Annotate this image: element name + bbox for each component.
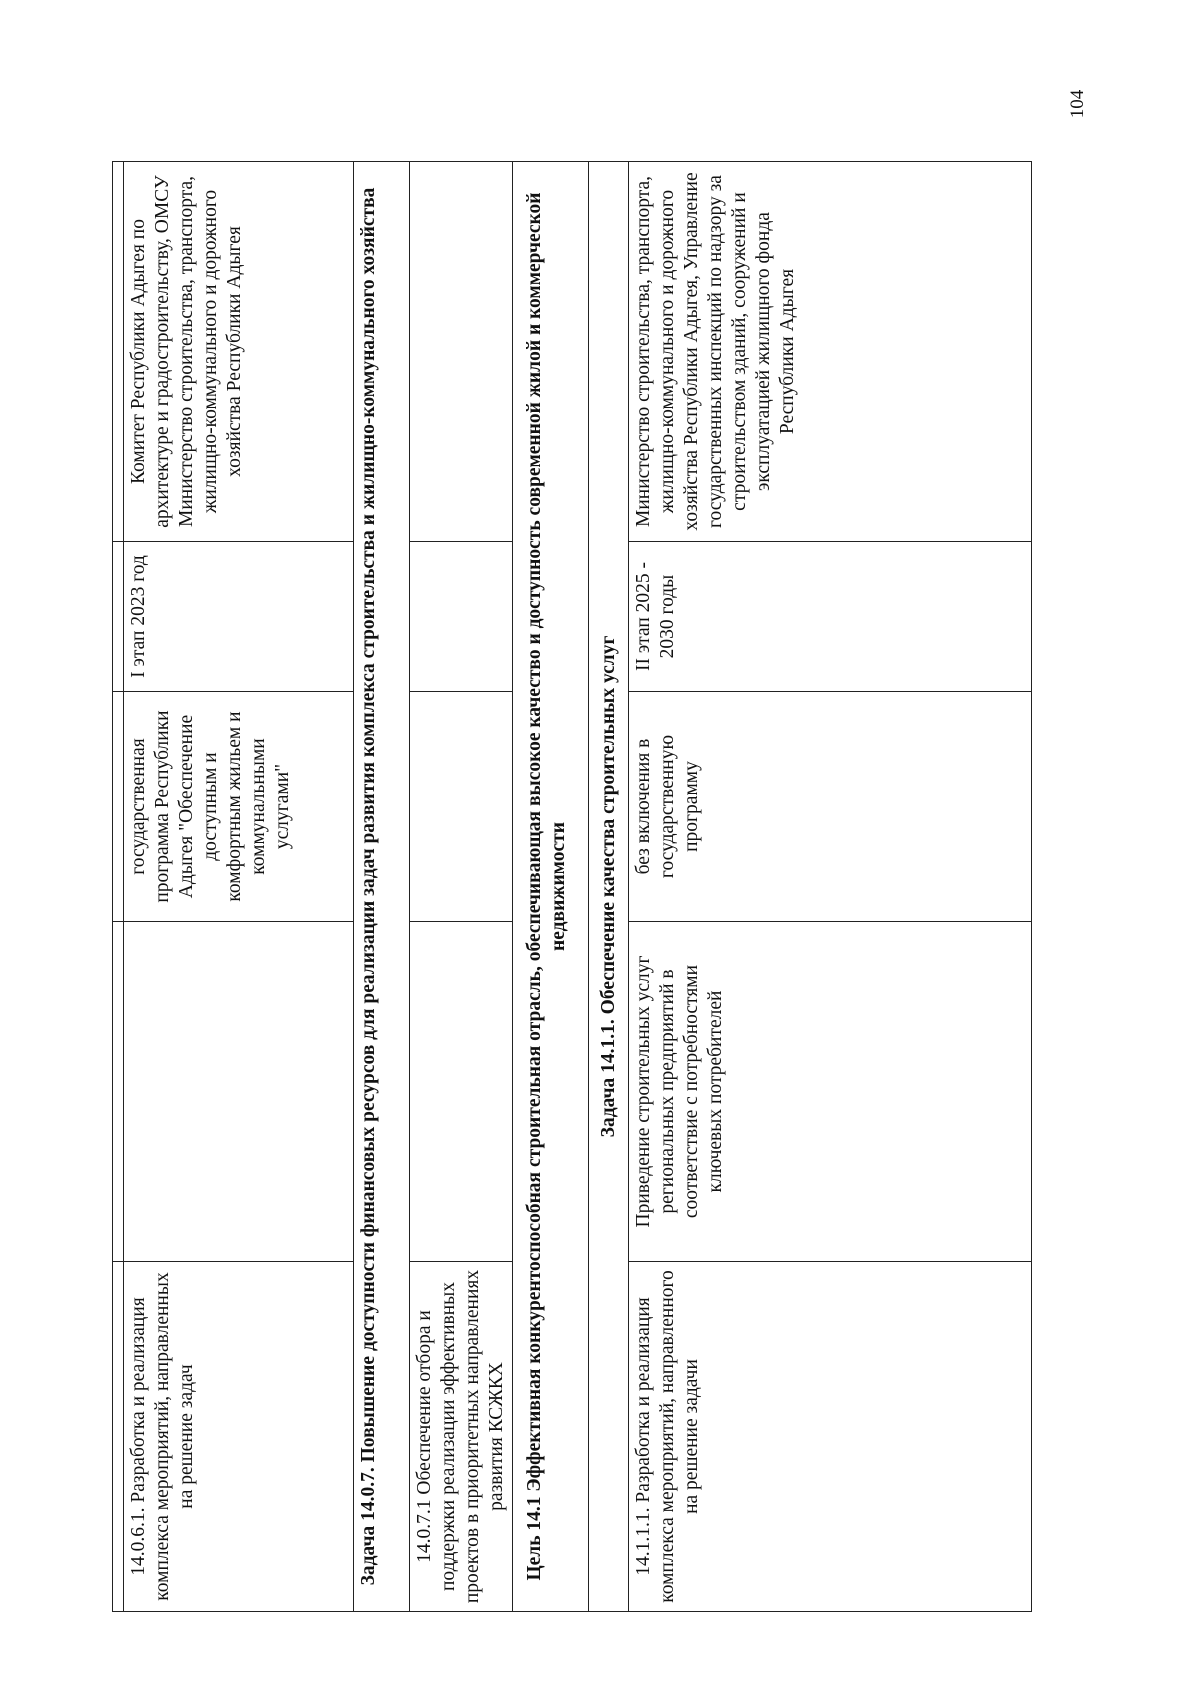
- table-cell: [410, 692, 513, 922]
- task-header-row: [354, 162, 410, 1612]
- program-cell: без включения в государственную программу: [629, 692, 1032, 922]
- measure-name-cell: 14.1.1.1. Разработка и реализация комплекса мероприятий, направленного на решение задачи: [629, 1262, 1032, 1612]
- table-cell: [410, 162, 513, 542]
- responsible-cell: Министерство строительства, транспорта, жилищно-коммунального и дорожного хозяйства Республики Адыгея, Управление государственных инспекций по надзору за строительством зданий, сооружений и эксплуатацией жилищного фонда Республики Адыгея: [629, 162, 1032, 542]
- table-cell: [410, 922, 513, 1262]
- stage-cell: II этап 2025 - 2030 годы: [629, 542, 1032, 692]
- table-cell: [113, 542, 124, 692]
- program-cell: государственная программа Республики Адыгея "Обеспечение доступным и комфортным жильем и коммунальными услугами": [124, 692, 354, 922]
- stage-cell: I этап 2023 год: [124, 542, 354, 692]
- goal-header: Цель 14.1 Эффективная конкурентоспособная строительная отрасль, обеспечивающая высокое качество и доступность современной жилой и коммерческой недвижимости: [513, 162, 589, 1612]
- table-cell: [113, 692, 124, 922]
- table-row: [124, 162, 354, 1612]
- table-row: [410, 162, 513, 1612]
- measure-name-cell: 14.0.6.1. Разработка и реализация комплекса мероприятий, направленных на решение задач: [124, 1262, 354, 1612]
- measure-name-cell: 14.0.7.1 Обеспечение отбора и поддержки реализации эффективных проектов в приоритетных направлениях развития КСЖКХ: [410, 1262, 513, 1612]
- measure-description-cell: Приведение строительных услуг региональных предприятий в соответствие с потребностями ключевых потребителей: [629, 922, 1032, 1262]
- responsible-cell: Комитет Республики Адыгея по архитектуре и градостроительству, ОМСУ Министерство строительства, транспорта, жилищно-коммунального и дорожного хозяйства Республики Адыгея: [124, 162, 354, 542]
- program-table: [112, 161, 1032, 1612]
- table-cell: [113, 922, 124, 1262]
- rotated-table-container: [112, 162, 1032, 1612]
- page-number: 104: [1067, 89, 1088, 119]
- goal-header-row: [513, 162, 589, 1612]
- table-cell: [113, 162, 124, 542]
- table-row: [629, 162, 1032, 1612]
- table-top-row: [113, 162, 124, 1612]
- measure-description-cell: [124, 922, 354, 1262]
- table-cell: [410, 542, 513, 692]
- table-cell: [113, 1262, 124, 1612]
- task-header-row: [589, 162, 629, 1612]
- task-header: Задача 14.1.1. Обеспечение качества строительных услуг: [589, 162, 629, 1612]
- task-header: Задача 14.0.7. Повышение доступности финансовых ресурсов для реализации задач развития комплекса строительства и жилищно-коммунального хозяйства: [354, 162, 410, 1612]
